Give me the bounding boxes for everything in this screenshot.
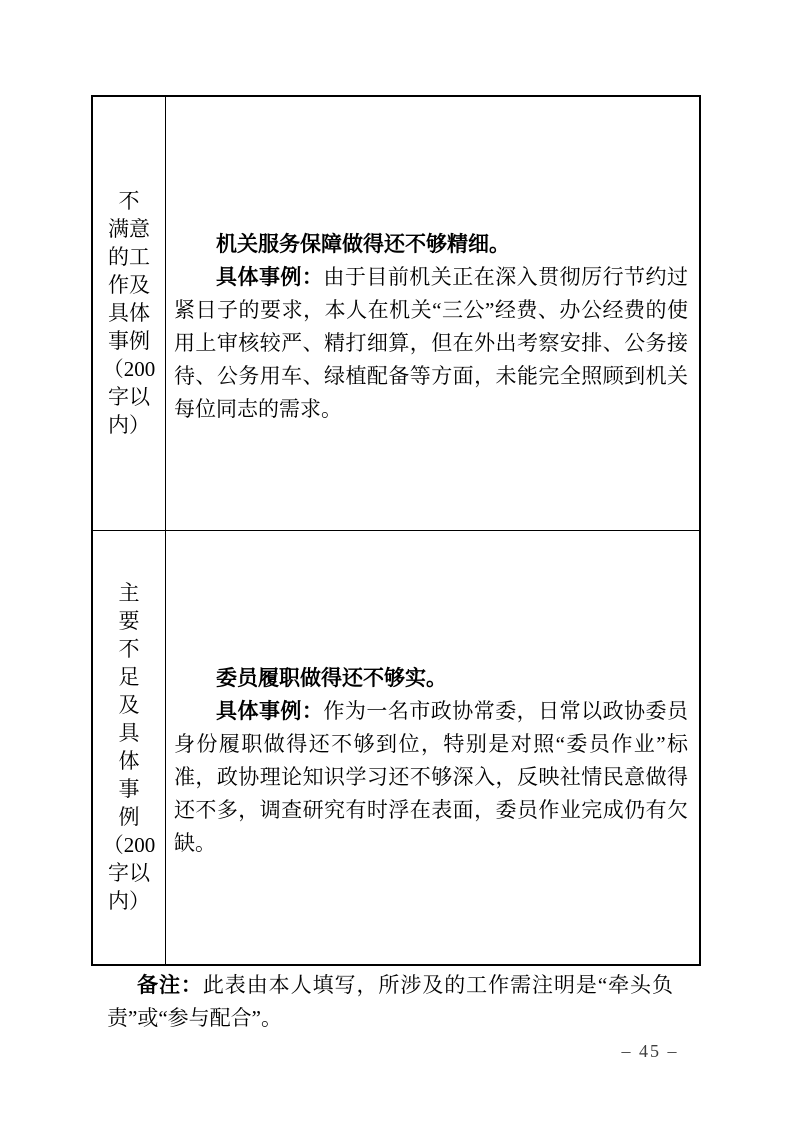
row-header-line: 事: [118, 777, 140, 802]
row-header-line: 具体: [108, 301, 150, 326]
evaluation-table: [91, 95, 701, 966]
row-header-line: 的工: [108, 245, 150, 270]
issue-example: [174, 261, 688, 426]
table-row-unsatisfactory-work: [93, 97, 699, 531]
remarks-note: [107, 969, 673, 1035]
remarks-text: 此表由本人填写，所涉及的工作需注明是“牵头负责”或“参与配合”。: [107, 973, 674, 1030]
issue-title: 机关服务保障做得还不够精细。: [216, 231, 510, 256]
row-header-line: 满意: [108, 217, 150, 242]
row-header-main-shortcomings: [93, 531, 166, 965]
row-header-line: （200: [102, 357, 156, 382]
row-header-line: 字以: [108, 385, 150, 410]
row-header-line: 体: [118, 749, 140, 774]
row-header-line: 及: [118, 693, 140, 718]
example-text: 由于目前机关正在深入贯彻厉行节约过紧日子的要求，本人在机关“三公”经费、办公经费的使用上审核较严、精打细算，但在外出考察安排、公务接待、公务用车、绿植配备等方面，未能完全照顾到机关每位同志的需求。: [174, 264, 689, 421]
row-header-line: （200: [102, 833, 156, 858]
row-header-line: 事例: [108, 329, 150, 354]
example-label: 具体事例：: [216, 264, 324, 289]
table-row-main-shortcomings: [93, 531, 699, 965]
example-label: 具体事例：: [216, 698, 324, 723]
row-header-line: 不: [118, 637, 140, 662]
row-header-line: 作及: [108, 273, 150, 298]
example-text: 作为一名市政协常委，日常以政协委员身份履职做得还不够到位，特别是对照“委员作业”标准，政协理论知识学习还不够深入，反映社情民意做得还不多，调查研究有时浮在表面，委员作业完成仍有欠缺。: [174, 698, 689, 855]
row-header-line: 要: [118, 609, 140, 634]
page-number: – 45 –: [621, 1041, 679, 1061]
row-header-unsatisfactory-work: [93, 97, 166, 530]
row-header-line: 主: [118, 581, 140, 606]
issue-title: 委员履职做得还不够实。: [216, 665, 447, 690]
cell-unsatisfactory-work-content: [166, 97, 699, 530]
row-header-line: 例: [118, 805, 140, 830]
issue-example: [174, 695, 688, 860]
row-header-line: 不: [118, 189, 140, 214]
row-header-line: 足: [118, 665, 140, 690]
row-header-line: 内）: [108, 889, 150, 914]
row-header-line: 内）: [108, 413, 150, 438]
cell-main-shortcomings-content: [166, 531, 699, 965]
row-header-line: 具: [118, 721, 140, 746]
remarks-label: 备注：: [137, 973, 203, 997]
row-header-line: 字以: [108, 861, 150, 886]
